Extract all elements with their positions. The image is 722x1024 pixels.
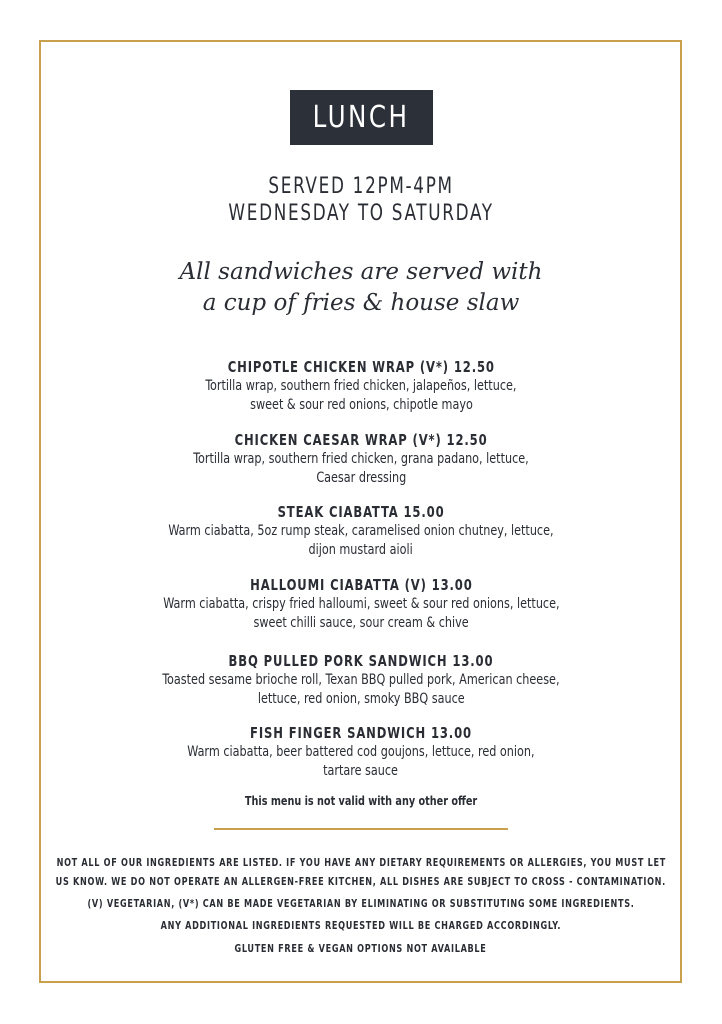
menu-item — [0, 431, 722, 488]
offer-note: This menu is not valid with any other offer — [244, 793, 478, 808]
additional-ingredients-notice: ANY ADDITIONAL INGREDIENTS REQUESTED WILL BE CHARGED ACCORDINGLY. — [160, 920, 562, 932]
allergen-notice-line-2: US KNOW. WE DO NOT OPERATE AN ALLERGEN-FREE KITCHEN, ALL DISHES ARE SUBJECT TO CROSS - CONTAMINATION. — [55, 876, 667, 888]
item-name: CHICKEN CAESAR WRAP (V*) 12.50 — [234, 431, 488, 449]
item-description: Caesar dressing — [316, 470, 406, 486]
item-name: FISH FINGER SANDWICH 13.00 — [250, 724, 472, 742]
item-description: Warm ciabatta, beer battered cod goujons, lettuce, red onion, — [187, 744, 535, 760]
item-description: lettuce, red onion, smoky BBQ sauce — [257, 691, 465, 707]
item-description: Tortilla wrap, southern fried chicken, grana padano, lettuce, — [193, 451, 529, 467]
menu-item — [0, 576, 722, 633]
tagline-line-2: a cup of fries & house slaw — [202, 290, 520, 316]
item-name: HALLOUMI CIABATTA (V) 13.00 — [249, 576, 473, 594]
menu-item — [0, 724, 722, 781]
item-description: Warm ciabatta, 5oz rump steak, caramelised onion chutney, lettuce, — [168, 523, 554, 539]
menu-item — [0, 503, 722, 560]
menu-title: LUNCH — [313, 100, 410, 135]
menu-title-badge — [290, 90, 433, 145]
service-hours-line-2: WEDNESDAY TO SATURDAY — [228, 201, 494, 226]
item-description: Toasted sesame brioche roll, Texan BBQ pulled pork, American cheese, — [162, 672, 560, 688]
gluten-vegan-notice: GLUTEN FREE & VEGAN OPTIONS NOT AVAILABLE — [234, 943, 488, 955]
item-description: Warm ciabatta, crispy fried halloumi, sweet & sour red onions, lettuce, — [162, 596, 560, 612]
item-description: dijon mustard aioli — [308, 542, 414, 558]
item-description: Tortilla wrap, southern fried chicken, jalapeños, lettuce, — [205, 378, 517, 394]
service-hours-line-1: SERVED 12PM-4PM — [268, 174, 454, 199]
item-name: BBQ PULLED PORK SANDWICH 13.00 — [228, 652, 494, 670]
menu-item — [0, 652, 722, 709]
item-name: CHIPOTLE CHICKEN WRAP (V*) 12.50 — [227, 358, 495, 376]
item-name: STEAK CIABATTA 15.00 — [277, 503, 445, 521]
menu-item — [0, 358, 722, 415]
gold-divider — [214, 828, 508, 830]
allergen-notice-line-1: NOT ALL OF OUR INGREDIENTS ARE LISTED. IF YOU HAVE ANY DIETARY REQUIREMENTS OR ALLERGIES, YOU MUST LET — [56, 857, 666, 869]
tagline-line-1: All sandwiches are served with — [179, 259, 543, 285]
item-description: tartare sauce — [323, 763, 399, 779]
vegetarian-notice: (V) VEGETARIAN, (V*) CAN BE MADE VEGETARIAN BY ELIMINATING OR SUBSTITUTING SOME INGREDIENTS. — [87, 898, 635, 910]
item-description: sweet chilli sauce, sour cream & chive — [253, 615, 469, 631]
item-description: sweet & sour red onions, chipotle mayo — [249, 397, 473, 413]
